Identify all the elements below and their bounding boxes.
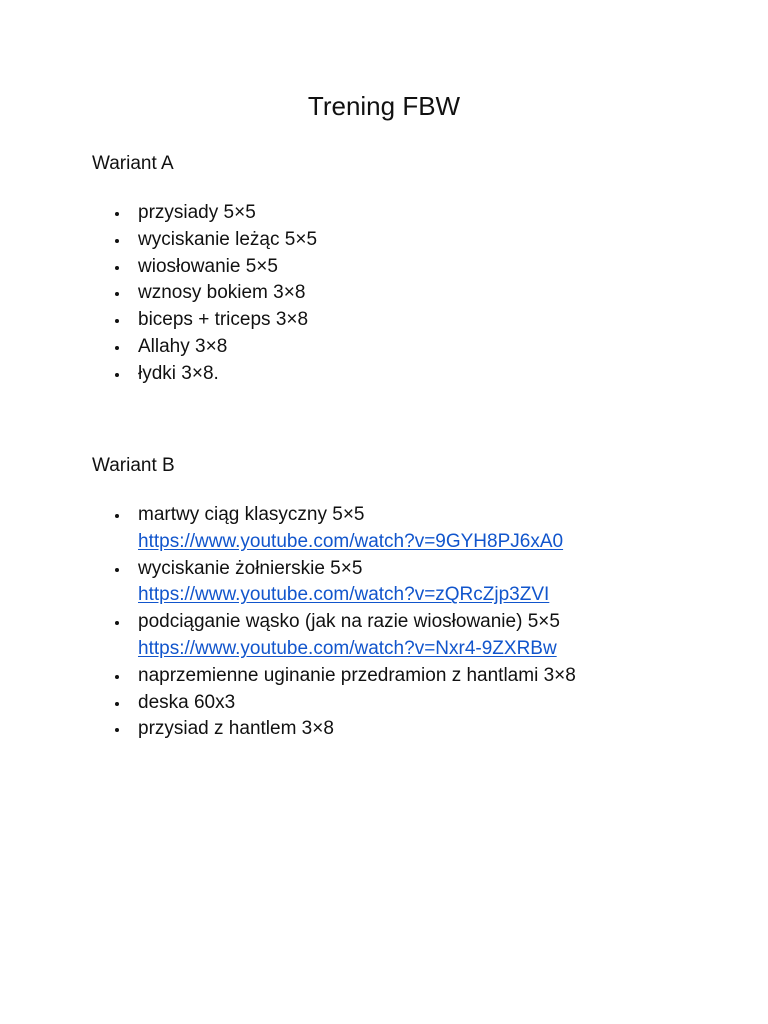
variant-a-exercise-list (92, 200, 732, 388)
bullet-icon (115, 702, 119, 706)
exercise-video-link[interactable]: https://www.youtube.com/watch?v=zQRcZjp3ZVI (138, 584, 550, 606)
exercise-item (92, 307, 732, 334)
exercise-item (92, 502, 732, 556)
exercise-item (92, 716, 732, 743)
bullet-icon (115, 239, 119, 243)
bullet-icon (115, 675, 119, 679)
bullet-icon (115, 212, 119, 216)
exercise-text: Allahy 3×8 (138, 335, 228, 357)
exercise-text: przysiad z hantlem 3×8 (138, 718, 334, 740)
exercise-item (92, 609, 732, 663)
bullet-icon (115, 373, 119, 377)
exercise-video-link[interactable]: https://www.youtube.com/watch?v=Nxr4-9ZXRBw (138, 637, 557, 659)
bullet-icon (115, 346, 119, 350)
exercise-item (92, 556, 732, 610)
bullet-icon (115, 266, 119, 270)
bullet-icon (115, 319, 119, 323)
bullet-icon (115, 728, 119, 732)
exercise-item (92, 254, 732, 281)
exercise-video-link[interactable]: https://www.youtube.com/watch?v=9GYH8PJ6xA0 (138, 530, 564, 552)
exercise-text: biceps + triceps 3×8 (138, 309, 309, 331)
exercise-text: łydki 3×8. (138, 362, 219, 384)
exercise-item (92, 200, 732, 227)
exercise-text: wyciskanie leżąc 5×5 (138, 228, 318, 250)
bullet-icon (115, 514, 119, 518)
exercise-text: przysiady 5×5 (138, 202, 256, 223)
exercise-item (92, 227, 732, 254)
exercise-item (92, 280, 732, 307)
exercise-item (92, 663, 732, 690)
page-title: Trening FBW (307, 91, 461, 121)
exercise-item (92, 361, 732, 388)
exercise-text: podciąganie wąsko (jak na razie wiosłowanie) 5×5 (138, 611, 560, 633)
exercise-text: naprzemienne uginanie przedramion z hantlami 3×8 (138, 664, 576, 686)
exercise-item (92, 334, 732, 361)
bullet-icon (115, 621, 119, 625)
exercise-text: deska 60x3 (138, 691, 236, 713)
exercise-text: wiosłowanie 5×5 (138, 255, 278, 277)
exercise-text: wyciskanie żołnierskie 5×5 (138, 557, 363, 579)
variant-a-heading: Wariant A (92, 153, 174, 174)
exercise-text: wznosy bokiem 3×8 (138, 282, 306, 304)
exercise-item (92, 690, 732, 717)
bullet-icon (115, 568, 119, 572)
variant-b-exercise-list (92, 502, 732, 743)
exercise-text: martwy ciąg klasyczny 5×5 (138, 504, 365, 525)
bullet-icon (115, 292, 119, 296)
variant-b-heading: Wariant B (92, 455, 175, 476)
